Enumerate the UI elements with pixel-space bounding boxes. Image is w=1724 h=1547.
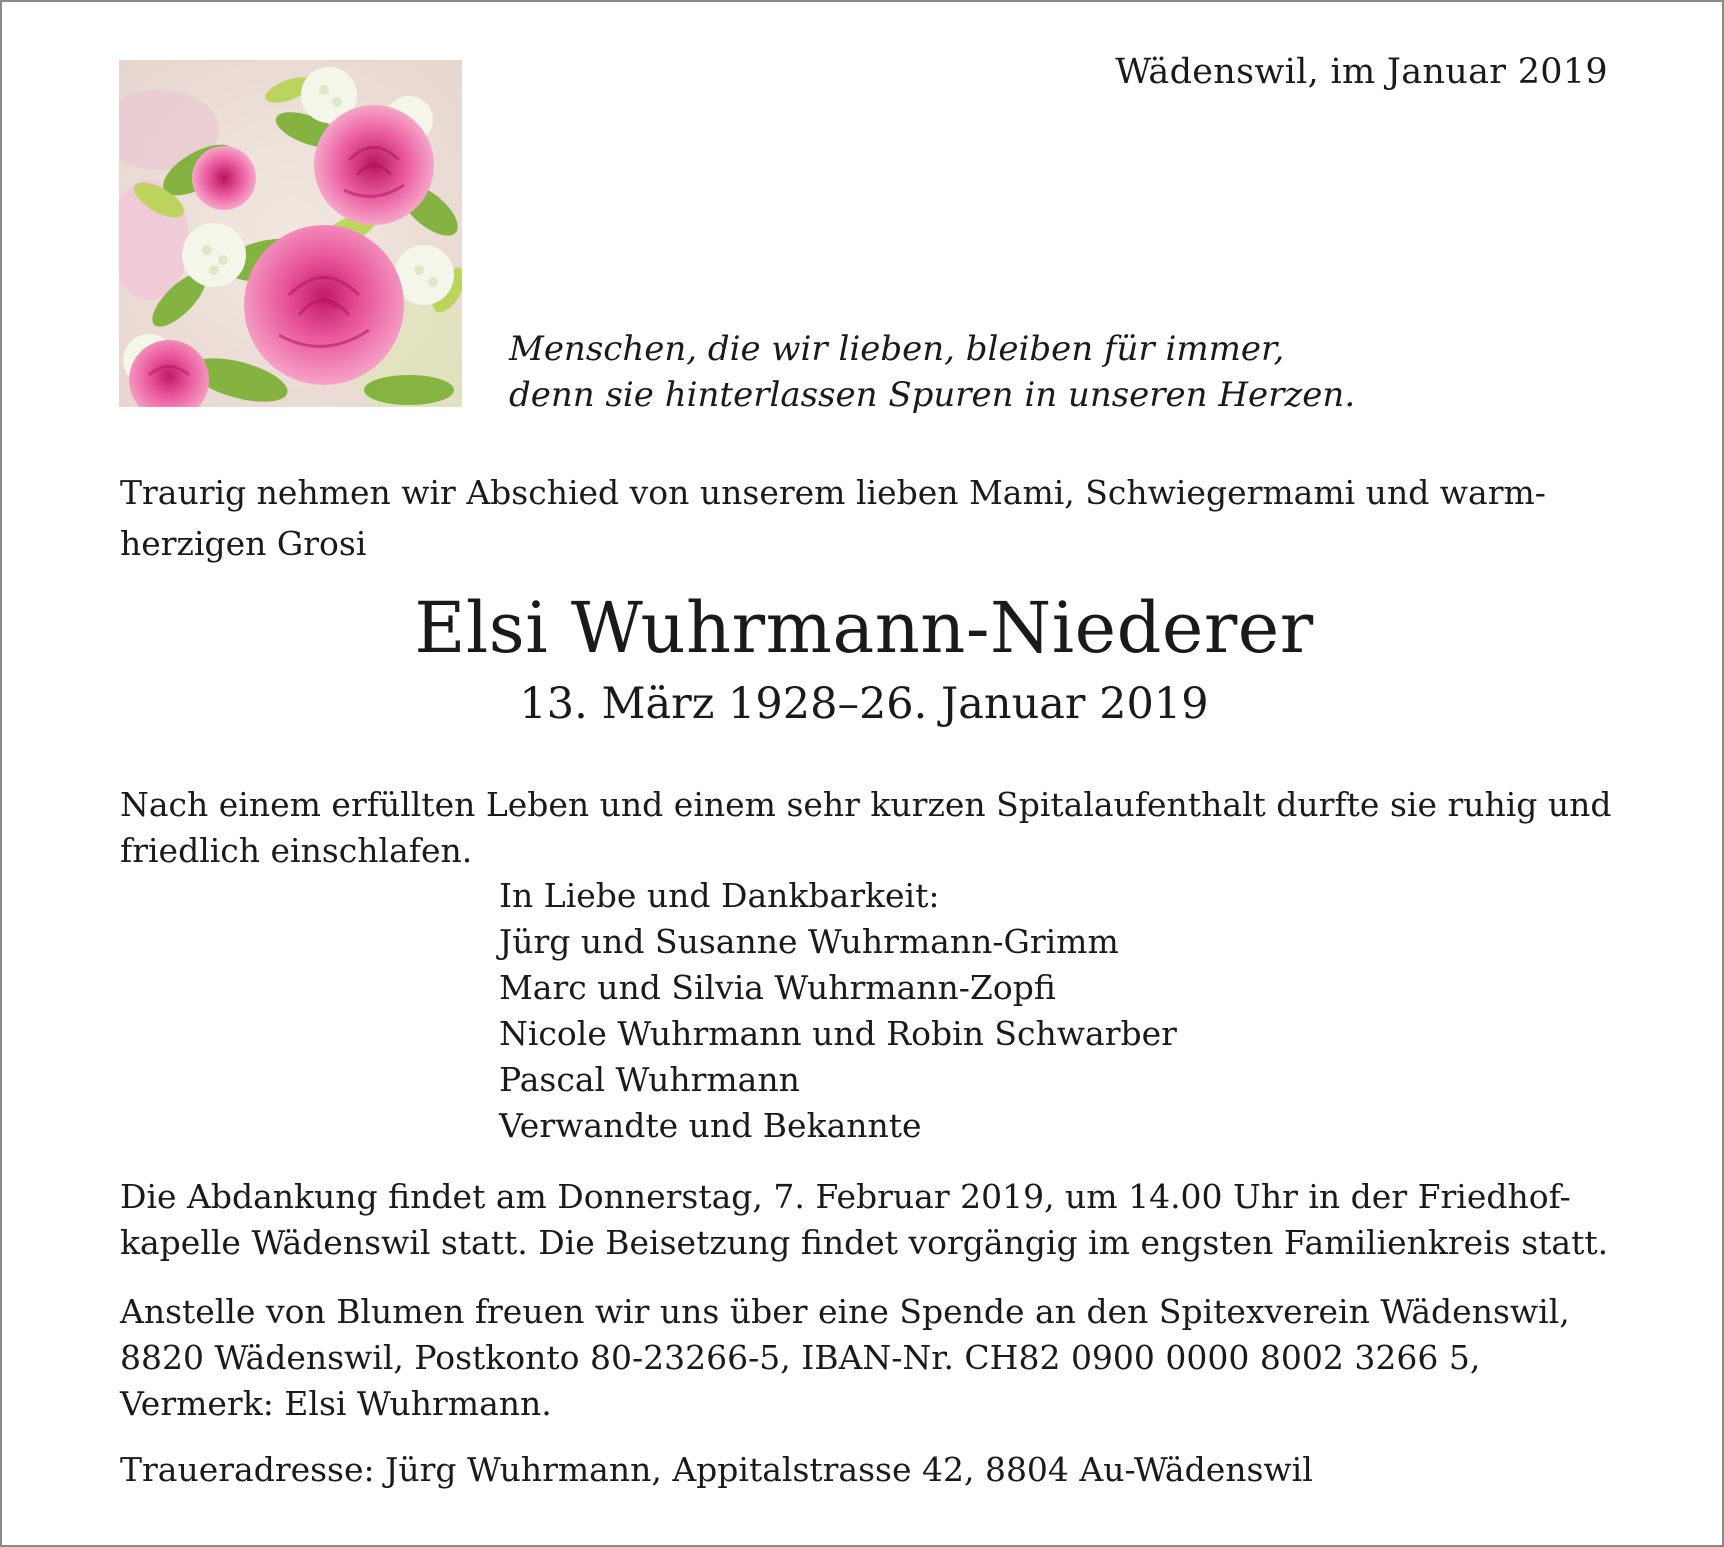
quote-line: Menschen, die wir lieben, bleiben für immer, (509, 329, 1285, 369)
donation-line: Vermerk: Elsi Wuhrmann. (120, 1384, 552, 1423)
life-dates: 13. März 1928–26. Januar 2019 (519, 679, 1209, 729)
donation-line: Anstelle von Blumen freuen wir uns über eine Spende an den Spitexverein Wädenswil, (120, 1292, 1570, 1331)
mourners-heading: In Liebe und Dankbarkeit: (499, 876, 940, 915)
intro-text (120, 467, 1546, 569)
donation-info (120, 1289, 1570, 1427)
quote-line: denn sie hinterlassen Spuren in unseren Herzen. (509, 375, 1356, 415)
rose-bouquet-image (119, 60, 462, 407)
body-line: friedlich einschlafen. (120, 831, 473, 870)
deceased-name: Elsi Wuhrmann-Niederer (414, 587, 1314, 669)
intro-line: Traurig nehmen wir Abschied von unserem lieben Mami, Schwiegermami und warm- (120, 473, 1546, 512)
place-date: Wädenswil, im Januar 2019 (1115, 52, 1608, 92)
mourner-name: Marc und Silvia Wuhrmann-Zopfi (499, 968, 1056, 1007)
mourner-name: Verwandte und Bekannte (499, 1106, 922, 1145)
mourner-name: Nicole Wuhrmann und Robin Schwarber (499, 1014, 1177, 1053)
mourner-name: Jürg und Susanne Wuhrmann-Grimm (499, 922, 1119, 961)
body-text (120, 782, 1612, 874)
service-line: kapelle Wädenswil statt. Die Beisetzung findet vorgängig im engsten Familienkreis statt. (120, 1223, 1609, 1262)
service-info (120, 1174, 1608, 1266)
intro-line: herzigen Grosi (120, 524, 367, 563)
mourning-address: Traueradresse: Jürg Wuhrmann, Appitalstrasse 42, 8804 Au-Wädenswil (120, 1450, 1313, 1489)
donation-line: 8820 Wädenswil, Postkonto 80-23266-5, IBAN-Nr. CH82 0900 0000 8002 3266 5, (120, 1338, 1481, 1377)
mourner-name: Pascal Wuhrmann (499, 1060, 800, 1099)
mourners-list (499, 873, 1177, 1149)
body-line: Nach einem erfüllten Leben und einem sehr kurzen Spitalaufenthalt durfte sie ruhig und (120, 785, 1612, 824)
service-line: Die Abdankung findet am Donnerstag, 7. Februar 2019, um 14.00 Uhr in der Friedhof- (120, 1177, 1571, 1216)
quote (509, 326, 1355, 418)
